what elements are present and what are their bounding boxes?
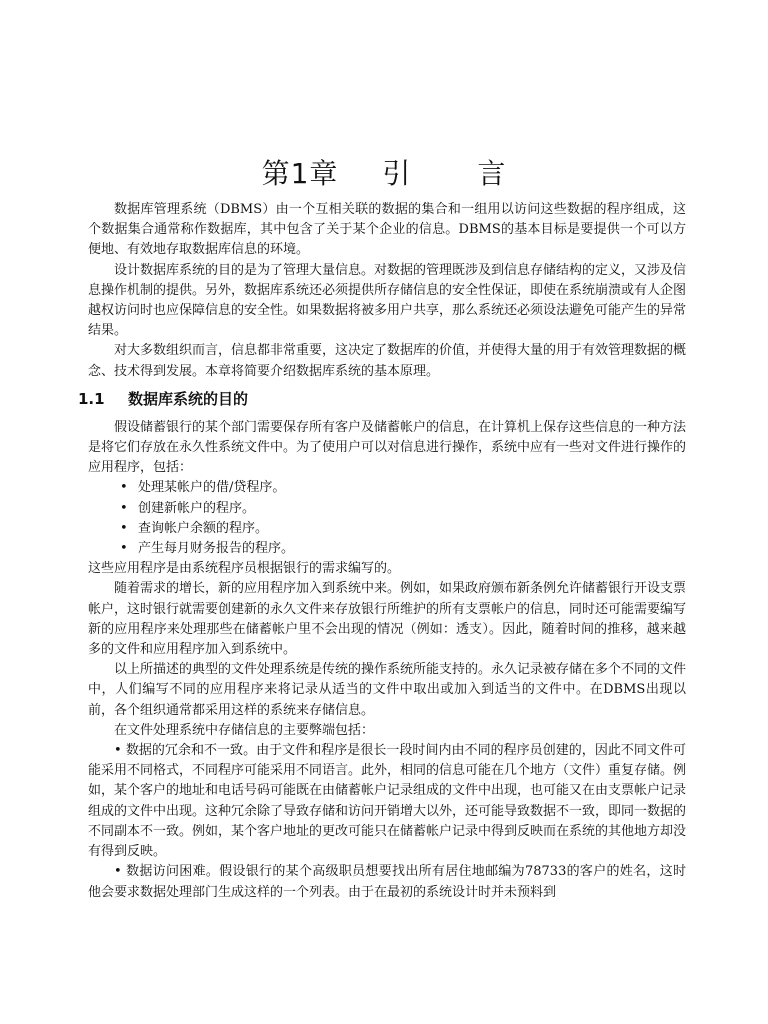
- bullet-icon: •: [120, 500, 128, 516]
- bullet-list: [88, 478, 686, 559]
- list-item: • 查询帐户余额的程序。: [88, 519, 686, 539]
- section-heading: [78, 388, 686, 410]
- list-item: • 创建新帐户的程序。: [88, 499, 686, 519]
- bullet-icon: •: [120, 480, 128, 496]
- chapter-title-char-2: 言: [477, 157, 507, 190]
- after-bullets-paragraph: 这些应用程序是由系统程序员根据银行的需求编写的。: [88, 561, 401, 577]
- paragraph-drawbacks-intro: 在文件处理系统中存储信息的主要弊端包括：: [114, 722, 375, 738]
- chapter-title-char-1: 引: [382, 157, 412, 190]
- chapter-number: 第1章: [261, 157, 339, 190]
- chapter-title: [0, 152, 768, 192]
- paragraph-growth: 随着需求的增长，新的应用程序加入到系统中来。例如，如果政府颁布新条例允许储蓄银行开设支票帐户，这时银行就需要创建新的永久文件来存放银行所维护的所有支票帐户的信息，同时还可能需要编写新的应用程序来处理那些在储蓄帐户里不会出现的情况（例如：透支）。因此，随着时间的推移，越来越多的文件和应用程序加入到系统中。: [88, 581, 687, 658]
- body-text: [78, 200, 687, 903]
- intro-paragraph-2: 设计数据库系统的目的是为了管理大量信息。对数据的管理既涉及到信息存储结构的定义，又涉及信息操作机制的提供。另外，数据库系统还必须提供所存储信息的安全性保证，即使在系统崩溃或有人企图越权访问时也应保障信息的安全性。如果数据将被多用户共享，那么系统还必须设法避免可能产生的异常结果。: [88, 262, 687, 339]
- section-paragraph-1: 假设储蓄银行的某个部门需要保存所有客户及储蓄帐户的信息，在计算机上保存这些信息的一种方法是将它们存放在永久性系统文件中。为了使用户可以对信息进行操作，系统中应有一些对文件进行操作的应用程序，包括：: [88, 419, 687, 476]
- list-item: • 处理某帐户的借/贷程序。: [88, 478, 686, 498]
- paragraph-redundancy: • 数据的冗余和不一致。由于文件和程序是很长一段时间内由不同的程序员创建的，因此不同文件可能采用不同格式，不同程序可能采用不同语言。此外，相同的信息可能在几个地方（文件）重复存储。例如，某个客户的地址和电话号码可能既在由储蓄帐户记录组成的文件中出现，也可能又在由支票帐户记录组成的文件中出现。这种冗余除了导致存储和访问开销增大以外，还可能导致数据不一致，即同一数据的不同副本不一致。例如，某个客户地址的更改可能只在储蓄帐户记录中得到反映而在系统的其他地方却没有得到反映。: [88, 743, 687, 860]
- intro-paragraph-1: 数据库管理系统（DBMS）由一个互相关联的数据的集合和一组用以访问这些数据的程序组成，这个数据集合通常称作数据库，其中包含了关于某个企业的信息。DBMS的基本目标是要提供一个可以方便地、有效地存取数据库信息的环境。: [88, 202, 686, 258]
- bullet-icon: •: [120, 520, 128, 536]
- list-item: • 产生每月财务报告的程序。: [88, 539, 686, 559]
- paragraph-access-difficulty: • 数据访问困难。假设银行的某个高级职员想要找出所有居住地邮编为78733的客户的姓名，这时他会要求数据处理部门生成这样的一个列表。由于在最初的系统设计时并未预料到: [88, 864, 686, 900]
- section-number: 1.1: [78, 389, 105, 408]
- intro-paragraph-3: 对大多数组织而言，信息都非常重要，这决定了数据库的价值，并使得大量的用于有效管理数据的概念、技术得到发展。本章将简要介绍数据库系统的基本原理。: [88, 343, 687, 379]
- section-title: 数据库系统的目的: [128, 389, 249, 408]
- bullet-icon: •: [120, 541, 128, 557]
- paragraph-file-system: 以上所描述的典型的文件处理系统是传统的操作系统所能支持的。永久记录被存储在多个不同的文件中，人们编写不同的应用程序来将记录从适当的文件中取出或加入到适当的文件中。在DBMS出现以前，各个组织通常都采用这样的系统来存储信息。: [88, 662, 687, 718]
